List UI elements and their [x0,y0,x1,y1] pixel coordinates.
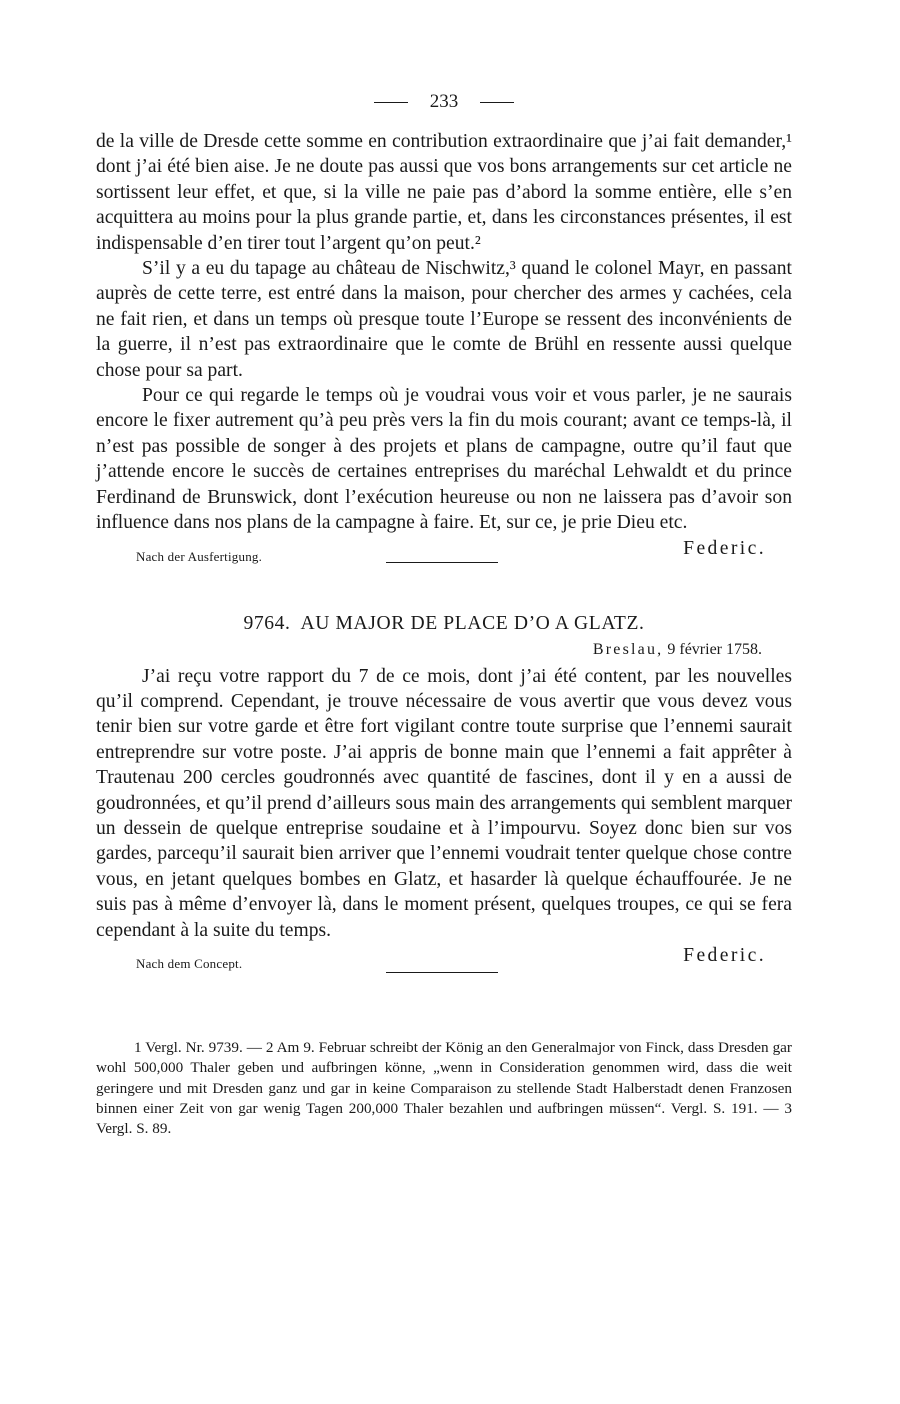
letter-number: 9764. [243,612,291,634]
letter-dateline [96,639,792,661]
signature: Federic. [683,944,766,966]
previous-letter-paragraph-3: Pour ce qui regarde le temps où je voudrai vous voir et vous parler, je ne saurais encore le fixer autrement qu’à peu près vers la fin du mois courant; avant ce temps-là, il n’est pas possible de songer à des projets et plans de campagne, outre qu’il faut que j’attende encore le succès de certaines entreprises du maréchal Lehwaldt et du prince Ferdinand de Brunswick, dont l’exécution heureuse ou non ne laissera pas d’avoir son influence dans nos plans de la campagne à faire. Et, sur ce, je prie Dieu etc. [96,385,792,534]
footnotes [96,1038,792,1139]
signature: Federic. [683,537,766,559]
previous-letter-paragraph-2: S’il y a eu du tapage au château de Nischwitz,³ quand le colonel Mayr, en passant auprès de cette terre, est entré dans la maison, pour chercher des armes y cachées, cela ne fait rien, et dans un temps où presque toute l’Europe se ressent des inconvénients de la guerre, il n’est pas extraordinaire que le comte de Brühl en ressente aussi quelque chose pour sa part. [96,258,792,381]
previous-letter-closing [96,537,792,565]
section-separator [386,562,498,563]
header-rule-left [374,102,408,103]
source-note: Nach dem Concept. [136,955,243,971]
letter-closing [96,944,792,972]
page-header [96,84,792,120]
previous-letter-paragraph-1: de la ville de Dresde cette somme en contribution extraordinaire que j’ai fait demander,¹ dont j’ai été bien aise. Je ne doute pas aussi que vos bons arrangements sur cet article ne sortissent leur effet, et que, si la ville ne paie pas d’abord la somme entière, elle s’en acquittera au moins pour la plus grande partie, et, dans les circonstances présentes, il est indispensable d’en tirer tout l’argent qu’on peut.² [96,131,792,254]
letter-heading [96,611,792,637]
section-separator [386,972,498,973]
header-rule-right [480,102,514,103]
letter-title: AU MAJOR DE PLACE D’O A GLATZ. [300,612,645,634]
page-number: 233 [429,91,459,112]
source-note: Nach der Ausfertigung. [136,548,263,564]
footnote-text: 1 Vergl. Nr. 9739. — 2 Am 9. Februar schreibt der König an den Generalmajor von Finck, dass Dresden gar wohl 500,000 Thaler geben und aufbringen könne, „wenn in Consideration genommen wird, dass die weit geringere und mit Dresden ganz und gar in keine Comparaison zu stellende Stadt Halberstadt denen Franzosen binnen einer Zeit von gar wenig Tagen 200,000 Thaler bezahlen und aufbringen müssen“. Vergl. S. 191. — 3 Vergl. S. 89. [96,1038,792,1138]
document-page [96,84,792,1139]
letter-body: J’ai reçu votre rapport du 7 de ce mois, dont j’ai été content, par les nouvelles qu’il comprend. Cependant, je trouve nécessaire de vous avertir que vous devez vous tenir bien sur votre garde et être fort vigilant contre toute surprise que l’ennemi saurait entreprendre sur votre poste. J’ai appris de bonne main que l’ennemi a fait apprêter à Trautenau 200 cercles goudronnés avec quantité de fascines, dont il y en a aussi de goudronnées, et qu’il prend d’ailleurs sous main des arrangements qui semblent marquer un dessein de quelque entreprise soudaine et à l’impourvu. Soyez donc bien sur vos gardes, parcequ’il saurait bien arriver que l’ennemi voudrait tenter quelque chose contre vous, en jetant quelques bombes en Glatz, et hasarder là quelque échauffourée. Je ne suis pas à même d’envoyer là, dans le moment présent, quelques troupes, ce qui se fera cependant à la suite du temps. [96,665,792,941]
letter-date: 9 février 1758. [667,640,762,658]
letter-place: Breslau, [592,640,664,658]
